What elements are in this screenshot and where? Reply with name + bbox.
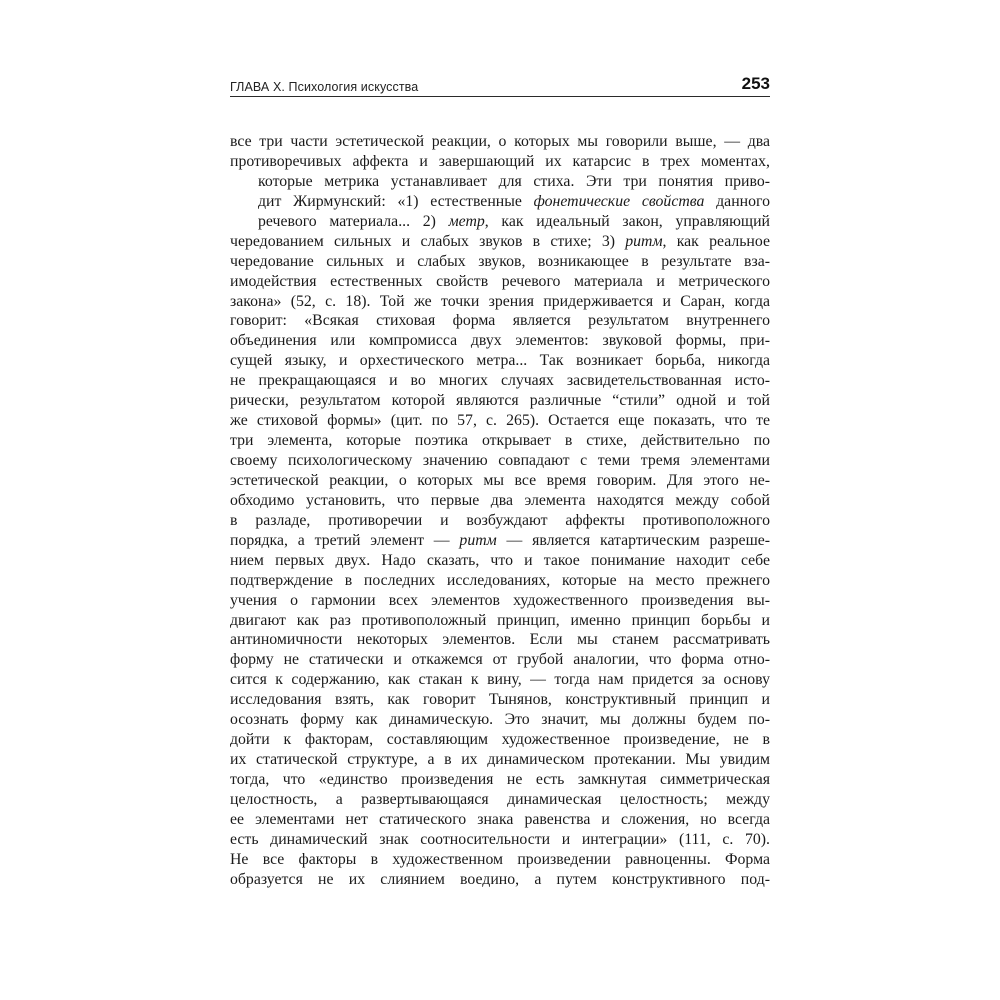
- text-line: антиномичности некоторых элементов. Если мы станем рассматривать: [230, 631, 770, 649]
- text-line: обходимо установить, что первые два элемента находятся между собой: [230, 491, 770, 509]
- text-line: говорит: «Всякая стиховая форма является результатом внутреннего: [230, 312, 770, 330]
- text-line: тогда, что «единство произведения не есть замкнутая симметрическая: [230, 771, 770, 788]
- text-line: есть динамический знак соотносительности и интеграции» (111, с. 70).: [230, 830, 770, 848]
- text-line: их статической структуре, а в их динамическом протекании. Мы увидим: [230, 751, 770, 769]
- text-line: противоречивых аффекта и завершающий их катарсис в трех моментах,: [230, 152, 770, 170]
- text-line: дойти к факторам, составляющим художественное произведение, не в: [230, 731, 770, 749]
- chapter-title: ГЛАВА X. Психология искусства: [230, 80, 419, 94]
- text-line: эстетической реакции, о которых мы все время говорим. Для этого не-: [230, 471, 770, 489]
- text-line: все три части эстетической реакции, о которых мы говорили выше, — два: [230, 133, 770, 150]
- text-line: исследования взять, как говорит Тынянов, конструктивный принцип и: [230, 691, 770, 709]
- text-line: учения о гармонии всех элементов художественного произведения вы-: [230, 591, 770, 609]
- text-line: в разладе, противоречии и возбуждают аффекты противоположного: [230, 511, 770, 529]
- book-page: [230, 70, 770, 890]
- text-line: чередованием сильных и слабых звуков в стихе; 3) ритм, как реальное: [230, 232, 770, 250]
- running-head: [230, 70, 770, 97]
- text-line: осознать форму как динамическую. Это значит, мы должны будем по-: [230, 711, 770, 729]
- text-line: сится к содержанию, как стакан к вину, — тогда нам придется за основу: [230, 671, 770, 689]
- body-text: [230, 132, 770, 890]
- text-line: рически, результатом которой являются различные “стили” одной и той: [230, 392, 770, 410]
- text-line: чередование сильных и слабых звуков, возникающее в результате вза-: [230, 252, 770, 270]
- text-line: которые метрика устанавливает для стиха. Эти три понятия приво-: [258, 172, 770, 190]
- text-line: форму не статически и откажемся от грубой аналогии, что форма отно-: [230, 651, 770, 669]
- text-line: дит Жирмунский: «1) естественные фонетические свойства данного: [258, 192, 770, 210]
- text-line: своему психологическому значению совпадают с теми тремя элементами: [230, 452, 770, 469]
- text-line: три элемента, которые поэтика открывает в стихе, действительно по: [230, 432, 770, 450]
- page-number: 253: [741, 74, 770, 93]
- text-line: Не все факторы в художественном произведении равноценны. Форма: [230, 850, 770, 868]
- text-line: порядка, а третий элемент — ритм — является катартическим разреше-: [230, 531, 770, 549]
- text-line: речевого материала... 2) метр, как идеальный закон, управляющий: [258, 212, 770, 230]
- text-line: же стиховой формы» (цит. по 57, с. 265). Остается еще показать, что те: [230, 412, 770, 430]
- text-line: имодействия естественных свойств речевого материала и метрического: [230, 272, 770, 290]
- text-line: сущей языку, и орхестического метра... Так возникает борьба, никогда: [230, 352, 770, 370]
- text-line: закона» (52, с. 18). Той же точки зрения придерживается и Саран, когда: [230, 292, 770, 310]
- text-line: объединения или компромисса двух элементов: звуковой формы, при-: [230, 332, 770, 350]
- text-line: подтверждение в последних исследованиях, которые на место прежнего: [230, 571, 770, 589]
- text-line: ее элементами нет статического знака равенства и сложения, но всегда: [230, 810, 770, 828]
- text-line: образуется не их слиянием воедино, а путем конструктивного под-: [230, 870, 770, 888]
- text-line: двигают как раз противоположный принцип, именно принцип борьбы и: [230, 611, 770, 629]
- text-line: не прекращающаяся и во многих случаях засвидетельствованная исто-: [230, 372, 770, 390]
- text-line: целостность, а развертывающаяся динамическая целостность; между: [230, 790, 770, 808]
- text-line: нием первых двух. Надо сказать, что и такое понимание находит себе: [230, 551, 770, 569]
